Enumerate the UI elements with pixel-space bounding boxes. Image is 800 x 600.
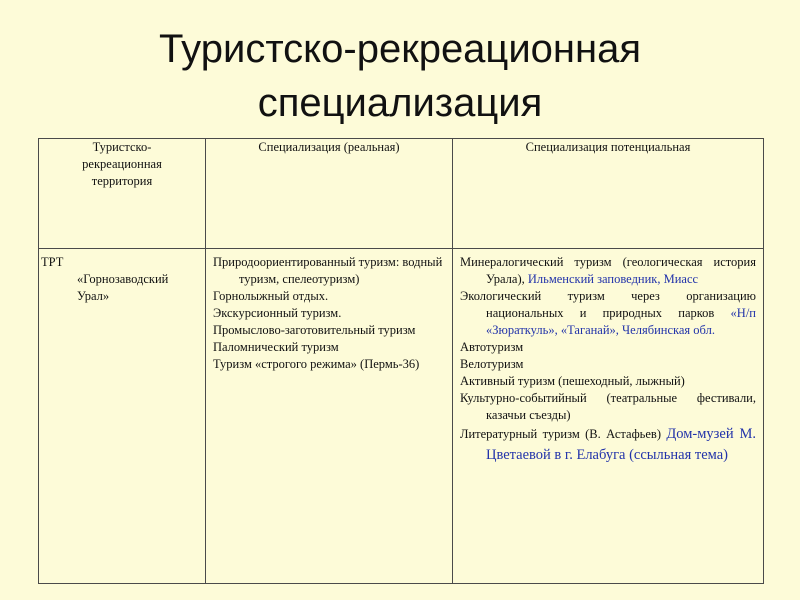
header-territory-line: территория	[91, 174, 153, 188]
header-territory-line: рекреационная	[82, 157, 162, 171]
header-potential-label: Специализация потенциальная	[525, 140, 691, 154]
potential-item-eco	[460, 288, 756, 339]
territory-abbr: ТРТ	[41, 255, 64, 269]
literary-text: Литературный туризм (В. Астафьев)	[460, 427, 661, 441]
cell-real	[206, 249, 453, 584]
potential-item-active: Активный туризм (пешеходный, лыжный)	[460, 374, 685, 388]
real-item: Паломнический туризм	[213, 340, 339, 354]
slide-title-line-2: специализация	[257, 81, 543, 125]
table-header-row	[39, 139, 764, 249]
specialization-table	[38, 138, 764, 584]
potential-item-auto: Автотуризм	[460, 340, 524, 354]
potential-item-velo: Велотуризм	[460, 357, 524, 371]
slide-title-line-1: Туристско-рекреационная	[158, 27, 642, 71]
slide-title	[0, 22, 800, 130]
header-territory-line: Туристско-	[92, 140, 152, 154]
eco-location: «Н/п «Зюраткуль», «Таганай», Челябинская обл.	[486, 306, 756, 337]
potential-item-culture: Культурно-событийный (театральные фестивали, казачьи съезды)	[460, 391, 756, 422]
mineral-text: Минералогический туризм (геологическая история Урала),	[460, 255, 756, 286]
real-item: Промыслово-заготовительный туризм	[213, 323, 416, 337]
real-item: Природоориентированный туризм: водный туризм, спелеотуризм)	[213, 255, 443, 286]
header-territory	[39, 139, 206, 249]
territory-name-cont: Урал»	[77, 289, 110, 303]
cell-territory	[39, 249, 206, 584]
potential-item-literary	[460, 424, 756, 466]
real-item: Туризм «строгого режима» (Пермь-36)	[213, 357, 420, 371]
table-row	[39, 249, 764, 584]
header-real-label: Специализация (реальная)	[258, 140, 400, 154]
real-item: Горнолыжный отдых.	[213, 289, 329, 303]
mineral-location: Ильменский заповедник, Миасс	[527, 272, 699, 286]
literary-location: Дом-музей М. Цветаевой в г. Елабуга (ссыльная тема)	[486, 426, 757, 463]
potential-item-mineral	[460, 254, 756, 288]
header-potential	[453, 139, 764, 249]
cell-potential	[453, 249, 764, 584]
header-real	[206, 139, 453, 249]
territory-name: «Горнозаводский	[77, 272, 169, 286]
real-item: Экскурсионный туризм.	[213, 306, 342, 320]
eco-text: Экологический туризм через организацию национальных и природных парков	[460, 289, 756, 320]
